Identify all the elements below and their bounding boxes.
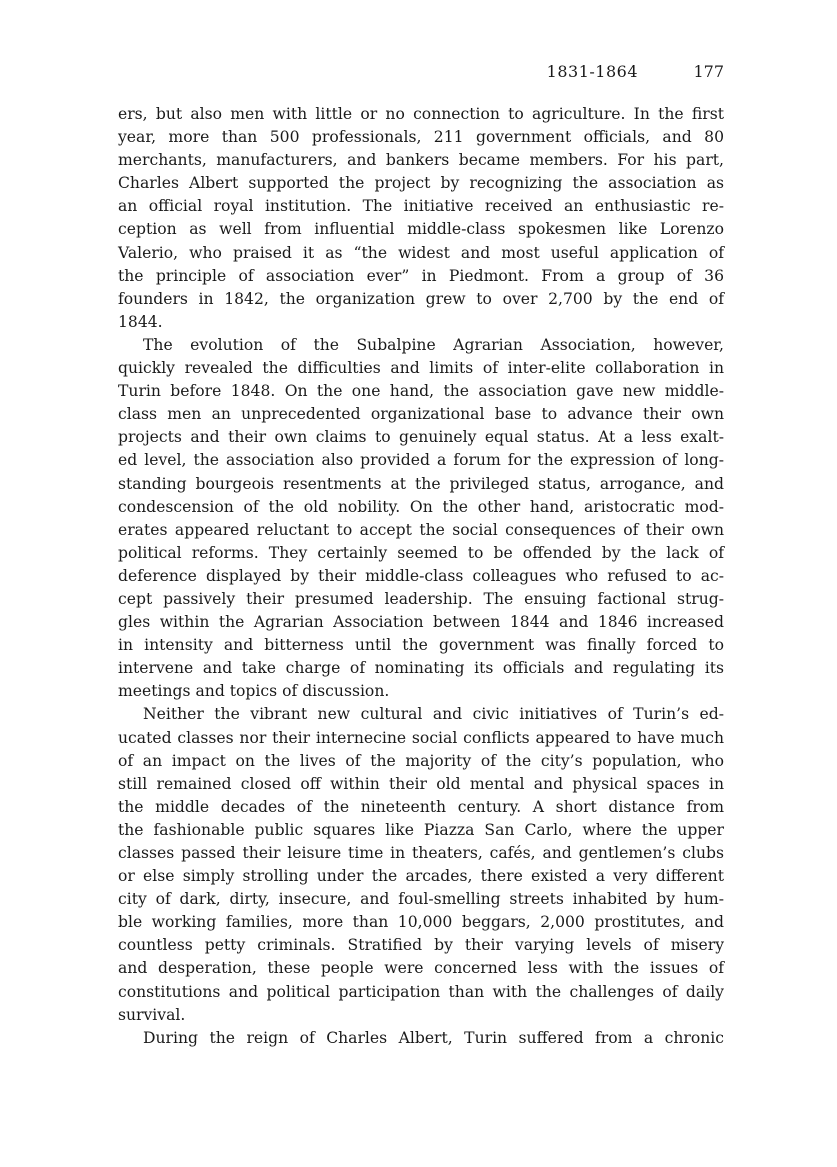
text-line: erates appeared reluctant to accept the social consequences of their own	[118, 520, 724, 539]
running-title: 1831-1864	[546, 62, 638, 81]
text-line: the middle decades of the nineteenth century. A short distance from	[118, 797, 724, 816]
text-line: gles within the Agrarian Association between 1844 and 1846 increased	[118, 613, 724, 632]
text-line: ucated classes nor their internecine social conflicts appeared to have much	[118, 728, 724, 747]
text-line: meetings and topics of discussion.	[118, 682, 390, 701]
text-line: ble working families, more than 10,000 beggars, 2,000 prostitutes, and	[118, 913, 724, 932]
text-line: merchants, manufacturers, and bankers became members. For his part,	[118, 151, 724, 170]
text-line: city of dark, dirty, insecure, and foul-smelling streets inhabited by hum-	[118, 890, 724, 909]
paragraph-first-line: The evolution of the Subalpine Agrarian Association, however,	[143, 335, 724, 354]
text-line: ers, but also men with little or no connection to agriculture. In the first	[118, 105, 724, 123]
text-line: political reforms. They certainly seemed to be offended by the lack of	[118, 543, 724, 562]
text-line: the fashionable public squares like Piazza San Carlo, where the upper	[118, 820, 724, 839]
text-line: and desperation, these people were concerned less with the issues of	[118, 959, 724, 978]
text-line: in intensity and bitterness until the government was finally forced to	[118, 636, 724, 655]
text-line: an official royal institution. The initiative received an enthusiastic re-	[118, 197, 724, 216]
text-line: classes passed their leisure time in theaters, cafés, and gentlemen’s clubs	[118, 844, 724, 862]
text-line: 1844.	[118, 312, 163, 331]
paragraph-first-line: Neither the vibrant new cultural and civic initiatives of Turin’s ed-	[143, 705, 724, 724]
text-line: projects and their own claims to genuinely equal status. At a less exalt-	[118, 428, 724, 447]
text-line: intervene and take charge of nominating its officials and regulating its	[118, 659, 724, 678]
text-line: deference displayed by their middle-class colleagues who refused to ac-	[118, 566, 724, 585]
body-text	[118, 103, 724, 1050]
text-line: condescension of the old nobility. On the other hand, aristocratic mod-	[118, 497, 724, 516]
text-line: Valerio, who praised it as “the widest and most useful application of	[118, 243, 724, 262]
text-line: survival.	[118, 1005, 186, 1024]
running-head	[118, 62, 724, 84]
text-line: Charles Albert supported the project by recognizing the association as	[118, 174, 724, 193]
text-line: Turin before 1848. On the one hand, the association gave new middle-	[118, 382, 724, 401]
text-line: founders in 1842, the organization grew to over 2,700 by the end of	[118, 289, 724, 308]
text-line: quickly revealed the difficulties and limits of inter-elite collaboration in	[118, 359, 724, 378]
text-line: the principle of association ever” in Piedmont. From a group of 36	[118, 266, 724, 285]
text-line: cept passively their presumed leadership. The ensuing factional strug-	[118, 589, 724, 608]
paragraph-first-line: During the reign of Charles Albert, Turin suffered from a chronic	[143, 1028, 724, 1047]
text-line: countless petty criminals. Stratified by their varying levels of misery	[118, 936, 724, 955]
text-line: year, more than 500 professionals, 211 government officials, and 80	[118, 128, 724, 147]
text-line: still remained closed off within their old mental and physical spaces in	[118, 774, 724, 793]
text-line: of an impact on the lives of the majority of the city’s population, who	[118, 751, 724, 770]
text-line: standing bourgeois resentments at the privileged status, arrogance, and	[118, 474, 724, 493]
text-line: class men an unprecedented organizational base to advance their own	[118, 405, 724, 424]
text-line: or else simply strolling under the arcades, there existed a very different	[118, 867, 724, 886]
text-line: ception as well from influential middle-class spokesmen like Lorenzo	[118, 220, 724, 239]
text-line: constitutions and political participation than with the challenges of daily	[118, 982, 724, 1001]
text-line: ed level, the association also provided a forum for the expression of long-	[118, 451, 724, 470]
page-number: 177	[693, 62, 724, 81]
